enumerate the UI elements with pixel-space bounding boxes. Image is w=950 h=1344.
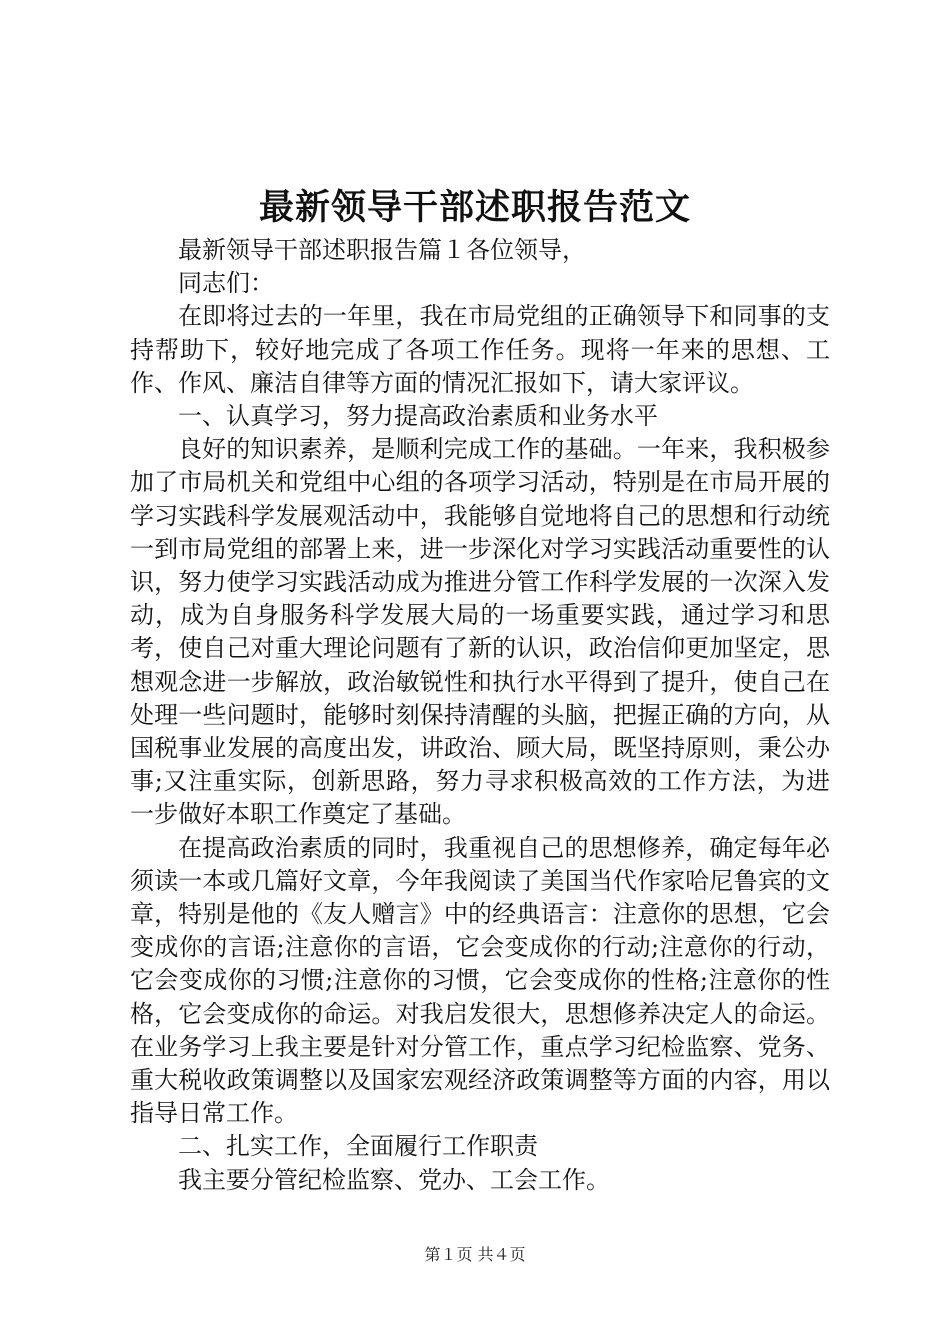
page-number-footer: 第１页 共４页 [424,1245,526,1264]
document-body [130,234,830,1197]
paragraph-intro: 在即将过去的一年里，我在市局党组的正确领导下和同事的支持帮助下，较好地完成了各项工作任务。现将一年来的思想、工作、作风、廉洁自律等方面的情况汇报如下，请大家评议。 [130,302,830,397]
paragraph-greeting: 最新领导干部述职报告篇１各位领导， [178,236,586,264]
paragraph-study-2: 在提高政治素质的同时，我重视自己的思想修养，确定每年必须读一本或几篇好文章，今年我阅读了美国当代作家哈尼鲁宾的文章，特别是他的《友人赠言》中的经典语言：注意你的思想，它会变成你的言语;注意你的言语，它会变成你的行动;注意你的行动，它会变成你的习惯;注意你的习惯，它会变成你的性格;注意你的性格，它会变成你的命运。对我启发很大，思想修养决定人的命运。在业务学习上我主要是针对分管工作，重点学习纪检监察、党务、重大税收政策调整以及国家宏观经济政策调整等方面的内容，用以指导日常工作。 [130,833,830,1128]
paragraph-salutation: 同志们： [178,269,274,298]
document-title: 最新领导干部述职报告范文 [258,187,691,228]
section-heading-1: 一、认真学习，努力提高政治素质和业务水平 [178,402,658,431]
paragraph-work: 我主要分管纪检监察、党办、工会工作。 [178,1165,610,1194]
section-heading-2: 二、扎实工作，全面履行工作职责 [178,1132,538,1161]
paragraph-study-1: 良好的知识素养，是顺利完成工作的基础。一年来，我积极参加了市局机关和党组中心组的各项学习活动，特别是在市局开展的学习实践科学发展观活动中，我能够自觉地将自己的思想和行动统一到市局党组的部署上来，进一步深化对学习实践活动重要性的认识，努力使学习实践活动成为推进分管工作科学发展的一次深入发动，成为自身服务科学发展大局的一场重要实践，通过学习和思考，使自己对重大理论问题有了新的认识，政治信仰更加坚定，思想观念进一步解放，政治敏锐性和执行水平得到了提升，使自己在处理一些问题时，能够时刻保持清醒的头脑，把握正确的方向，从国税事业发展的高度出发，讲政治、顾大局，既坚持原则，秉公办事;又注重实际，创新思路，努力寻求积极高效的工作方法，为进一步做好本职工作奠定了基础。 [130,435,830,829]
